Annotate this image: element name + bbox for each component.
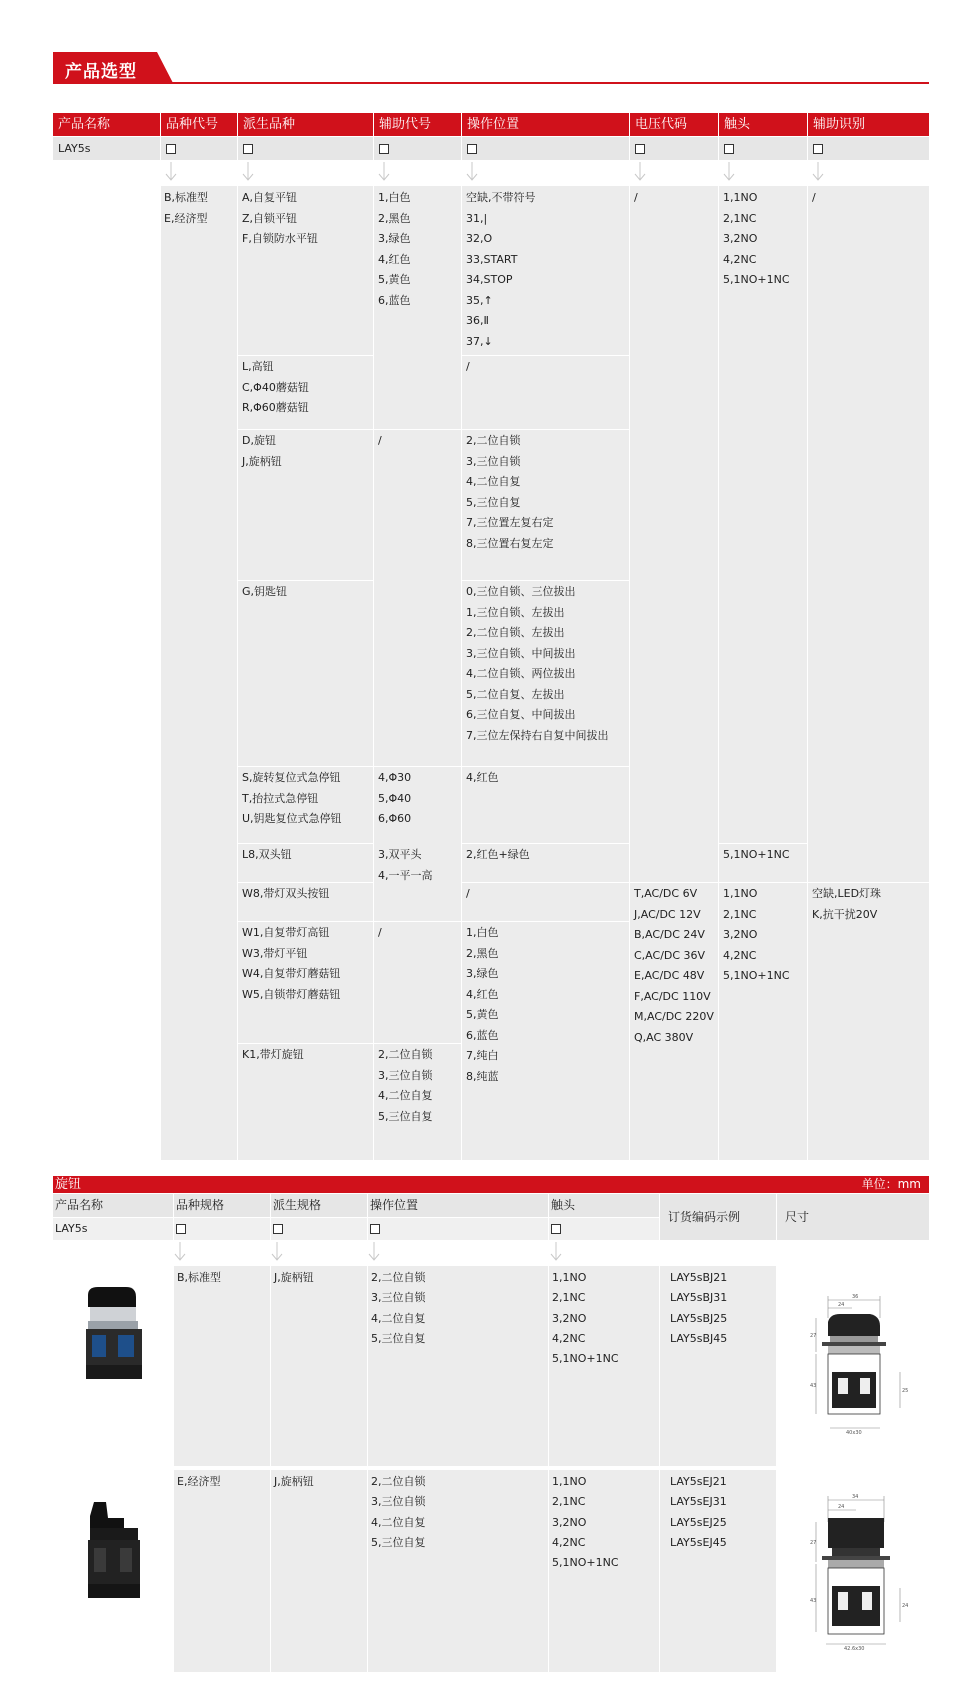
contact-l8: 5,1NO+1NC: [723, 848, 790, 861]
dim-label: 24: [838, 1504, 845, 1510]
derived-item: F,自锁防水平钮: [242, 232, 318, 245]
header2-variety: 品种规格: [174, 1194, 270, 1217]
aux-diameters: [378, 768, 411, 830]
dimension-drawing-standard: [800, 1292, 912, 1442]
code-box-cell: [161, 137, 237, 160]
section-tab: [53, 52, 173, 83]
op-item: 2,二位自锁、左拔出: [466, 626, 565, 639]
derived-item: W8,带灯双头按钮: [242, 887, 330, 900]
op-item: 2,二位自锁: [466, 434, 521, 447]
dim-label: 27: [810, 1333, 817, 1339]
header2-order-code: 订货编码示例: [660, 1194, 776, 1240]
contact-item: 2,1NC: [723, 907, 757, 921]
op-group-d: [466, 431, 554, 554]
op-item: 2,黑色: [466, 946, 499, 960]
voltage-item: C,AC/DC 36V: [634, 948, 706, 962]
op-item: 4,红色: [466, 987, 499, 1001]
voltage-list: [634, 884, 714, 1048]
op-item: 7,纯白: [466, 1049, 499, 1062]
contacts-list: [723, 188, 790, 291]
knob-section-bar: [53, 1176, 929, 1193]
code-box-cell: [719, 137, 807, 160]
aux-id-slash: /: [812, 191, 816, 204]
down-arrows: [0, 160, 970, 186]
order-code: LAY5sBJ31: [670, 1291, 728, 1305]
derived-group-3: [242, 431, 282, 472]
op-group-w1: [466, 923, 499, 1087]
dim-label: 24: [838, 1302, 845, 1308]
code-box: [813, 144, 823, 154]
contact-item: 2,1NC: [723, 211, 757, 225]
op-group-g: [466, 582, 609, 746]
code-box: [724, 144, 734, 154]
row1-variety: B,标准型: [177, 1271, 222, 1284]
order-code: LAY5sBJ25: [670, 1311, 728, 1325]
aux-item: 1,白色: [378, 191, 411, 204]
code-box: [467, 144, 477, 154]
header2-product-name: 产品名称: [53, 1194, 173, 1217]
contacts-list-2: [723, 884, 790, 987]
title-underline: [53, 82, 929, 84]
contact-item: 3,2NO: [552, 1311, 587, 1325]
op-item: 3,三位自锁: [371, 1495, 426, 1509]
derived-group-2: [242, 357, 309, 419]
derived-item: D,旋钮: [242, 434, 276, 447]
contact-item: 3,2NO: [723, 232, 758, 245]
op-slash: /: [466, 360, 470, 373]
order-code: LAY5sEJ25: [670, 1515, 727, 1529]
op-item: 8,纯蓝: [466, 1069, 499, 1083]
contact-item: 4,2NC: [552, 1331, 586, 1345]
op-item: 32,O: [466, 232, 493, 245]
op-item: 1,三位自锁、左拔出: [466, 605, 565, 619]
code-box: [370, 1224, 380, 1234]
voltage-item: E,AC/DC 48V: [634, 969, 705, 982]
code-box-cell: [238, 137, 373, 160]
derived-group-5: [242, 768, 342, 830]
knob-section-title: 旋钮: [55, 1177, 82, 1192]
derived-item: W1,自复带灯高钮: [242, 926, 330, 939]
op-item: 3,三位自锁: [466, 454, 521, 468]
op-item: 5,三位自复: [371, 1331, 426, 1345]
contact-item: 2,1NC: [552, 1495, 586, 1509]
aux-slash: /: [378, 434, 382, 447]
header2-derived: 派生规格: [271, 1194, 367, 1217]
derived-item: U,钥匙复位式急停钮: [242, 812, 342, 825]
op-item: 31,|: [466, 211, 488, 225]
derived-group-6: [242, 845, 292, 866]
voltage-item: B,AC/DC 24V: [634, 928, 705, 941]
code-box: [166, 144, 176, 154]
derived-group-9: [242, 1045, 304, 1066]
derived-item: W4,自复带灯蘑菇钮: [242, 967, 341, 980]
derived-item: S,旋转复位式急停钮: [242, 771, 341, 784]
contact-item: 5,1NO+1NC: [552, 1352, 619, 1366]
code-box-cell: [630, 137, 718, 160]
code-box: [273, 1224, 283, 1234]
derived-item: T,抬拉式急停钮: [242, 791, 319, 805]
dim-label: 43: [810, 1598, 817, 1604]
row2-codes: [670, 1472, 727, 1553]
knob-product-image-standard: [78, 1285, 152, 1385]
code-box-cell: [462, 137, 629, 160]
aux-item: 2,黑色: [378, 211, 411, 225]
op-item: 34,STOP: [466, 273, 513, 286]
row1-codes: [670, 1268, 727, 1349]
derived-item: C,Φ40蘑菇钮: [242, 380, 309, 394]
derived-group-7: [242, 884, 329, 905]
aux-heads: [378, 845, 433, 886]
op-item: 4,二位自复: [466, 475, 521, 488]
aux-id-item: 空缺,LED灯珠: [812, 887, 882, 900]
row2-derived: J,旋柄钮: [274, 1475, 314, 1488]
header-voltage: 电压代码: [630, 113, 718, 136]
dim-label: 36: [852, 1294, 859, 1300]
voltage-item: Q,AC 380V: [634, 1030, 694, 1044]
op-item: 5,黄色: [466, 1008, 499, 1021]
dimension-drawing-economy: [800, 1492, 912, 1654]
op-item: 空缺,不带符号: [466, 191, 536, 204]
code-box-cell: [549, 1218, 659, 1240]
code-box-cell: [808, 137, 929, 160]
header2-size: 尺寸: [777, 1194, 929, 1240]
header-aux-id: 辅助识别: [808, 113, 929, 136]
dim-label: 40x30: [846, 1430, 862, 1436]
aux-item: 6,Φ60: [378, 812, 412, 825]
contact-item: 1,1NO: [723, 887, 758, 900]
aux-item: 5,三位自复: [378, 1109, 433, 1123]
op-item: 36,Ⅱ: [466, 314, 489, 327]
unit-label: 单位：mm: [861, 1177, 921, 1191]
aux-item: 4,Φ30: [378, 771, 412, 784]
op-item: 3,三位自锁、中间拔出: [466, 646, 576, 660]
code-box-cell: [368, 1218, 548, 1240]
dim-label: 43: [810, 1383, 817, 1389]
op-item: 7,三位左保持右自复中间拔出: [466, 728, 609, 742]
variety-item: B,标准型: [164, 191, 209, 204]
dim-label: 42.6x30: [844, 1646, 865, 1652]
aux-id-list: [812, 884, 881, 925]
code-box: [379, 144, 389, 154]
header-aux-code: 辅助代号: [374, 113, 461, 136]
contact-item: 3,2NO: [552, 1515, 587, 1529]
derived-item: G,钥匙钮: [242, 585, 288, 598]
row2-contacts: [552, 1472, 619, 1573]
op-item: 6,三位自复、中间拔出: [466, 708, 576, 721]
derived-item: K1,带灯旋钮: [242, 1048, 304, 1061]
order-code: LAY5sEJ45: [670, 1535, 727, 1549]
contact-item: 4,2NC: [723, 252, 757, 266]
aux-item: 3,双平头: [378, 848, 422, 861]
op-w8: /: [466, 887, 470, 900]
knob-product-image-economy: [80, 1498, 154, 1602]
product-name-cell-2: LAY5s: [53, 1218, 173, 1240]
aux-slash: /: [378, 926, 382, 939]
header-derived: 派生品种: [238, 113, 373, 136]
derived-group-8: [242, 923, 340, 1005]
contact-item: 1,1NO: [552, 1475, 587, 1488]
code-box-cell: [174, 1218, 270, 1240]
voltage-item: F,AC/DC 110V: [634, 989, 711, 1003]
row2-ops: [371, 1472, 426, 1553]
header-product-name: 产品名称: [53, 113, 160, 136]
contact-item: 4,2NC: [723, 948, 757, 962]
derived-item: W5,自锁带灯蘑菇钮: [242, 987, 341, 1001]
dim-label: 34: [852, 1494, 859, 1500]
aux-item: 2,二位自锁: [378, 1048, 433, 1061]
derived-item: R,Φ60蘑菇钮: [242, 401, 309, 414]
derived-group-1: [242, 188, 318, 250]
variety-list: [164, 188, 208, 229]
aux-item: 3,绿色: [378, 232, 411, 245]
aux-item: 4,一平一高: [378, 868, 433, 882]
derived-item: J,旋柄钮: [242, 454, 282, 468]
row2-variety: E,经济型: [177, 1475, 221, 1488]
op-item: 6,蓝色: [466, 1028, 499, 1042]
voltage-slash: /: [634, 191, 638, 204]
row1-derived: J,旋柄钮: [274, 1271, 314, 1284]
op-item: 2,二位自锁: [371, 1475, 426, 1488]
header-operation: 操作位置: [462, 113, 629, 136]
op-item: 5,三位自复: [466, 495, 521, 509]
section-title: 产品选型: [65, 62, 137, 82]
order-code: LAY5sEJ31: [670, 1495, 727, 1509]
op-item: 5,二位自复、左拔出: [466, 687, 565, 701]
dim-label: 27: [810, 1540, 817, 1546]
code-box: [176, 1224, 186, 1234]
row1-ops: [371, 1268, 426, 1349]
order-code: LAY5sBJ21: [670, 1271, 728, 1284]
op-item: 2,二位自锁: [371, 1271, 426, 1284]
order-code: LAY5sBJ45: [670, 1331, 728, 1345]
voltage-item: T,AC/DC 6V: [634, 887, 698, 900]
op-group-a: [466, 188, 536, 352]
op-item: 4,二位自复: [371, 1515, 426, 1529]
contact-item: 5,1NO+1NC: [723, 969, 790, 982]
op-item: 7,三位置左复右定: [466, 516, 554, 529]
code-box-cell: [374, 137, 461, 160]
contact-item: 2,1NC: [552, 1291, 586, 1305]
op-item: 5,三位自复: [371, 1535, 426, 1549]
aux-item: 4,二位自复: [378, 1089, 433, 1102]
header2-contacts: 触头: [549, 1194, 659, 1217]
aux-k1: [378, 1045, 433, 1127]
derived-item: L,高钮: [242, 360, 274, 373]
variety-item: E,经济型: [164, 211, 208, 225]
code-box: [551, 1224, 561, 1234]
row1-contacts: [552, 1268, 619, 1369]
op-item: 33,START: [466, 252, 518, 266]
derived-item: Z,自锁平钮: [242, 211, 298, 225]
op-s: 4,红色: [466, 771, 499, 784]
contact-item: 5,1NO+1NC: [723, 273, 790, 286]
aux-item: 3,三位自锁: [378, 1068, 433, 1082]
header2-operation: 操作位置: [368, 1194, 548, 1217]
aux-id-item: K,抗干扰20V: [812, 907, 878, 921]
voltage-item: M,AC/DC 220V: [634, 1010, 714, 1023]
order-code: LAY5sEJ21: [670, 1475, 727, 1488]
contact-item: 1,1NO: [723, 191, 758, 204]
op-item: 35,↑: [466, 293, 493, 307]
aux-item: 5,黄色: [378, 273, 411, 286]
derived-item: W3,带灯平钮: [242, 946, 308, 960]
aux-colors: [378, 188, 411, 311]
derived-group-4: [242, 582, 287, 603]
contact-item: 1,1NO: [552, 1271, 587, 1284]
contact-item: 3,2NO: [723, 928, 758, 941]
aux-item: 5,Φ40: [378, 791, 412, 805]
op-item: 1,白色: [466, 926, 499, 939]
op-item: 3,绿色: [466, 967, 499, 980]
header-variety-code: 品种代号: [161, 113, 237, 136]
code-box-cell: [271, 1218, 367, 1240]
code-box: [243, 144, 253, 154]
dim-label: 24: [902, 1603, 909, 1609]
op-item: 37,↓: [466, 334, 493, 348]
code-box: [635, 144, 645, 154]
contact-item: 5,1NO+1NC: [552, 1556, 619, 1570]
op-item: 8,三位置右复左定: [466, 536, 554, 550]
op-l8: 2,红色+绿色: [466, 848, 530, 861]
down-arrows-2: [0, 1240, 970, 1266]
op-item: 4,二位自锁、两位拔出: [466, 667, 576, 680]
contact-item: 4,2NC: [552, 1535, 586, 1549]
voltage-item: J,AC/DC 12V: [634, 907, 701, 921]
aux-item: 4,红色: [378, 252, 411, 266]
derived-item: L8,双头钮: [242, 848, 292, 861]
aux-item: 6,蓝色: [378, 293, 411, 307]
dim-label: 25: [902, 1388, 909, 1394]
product-name-cell: LAY5s: [53, 137, 160, 160]
op-item: 4,二位自复: [371, 1311, 426, 1325]
header-contacts: 触头: [719, 113, 807, 136]
op-item: 0,三位自锁、三位拔出: [466, 585, 576, 598]
derived-item: A,自复平钮: [242, 191, 298, 204]
op-item: 3,三位自锁: [371, 1291, 426, 1305]
